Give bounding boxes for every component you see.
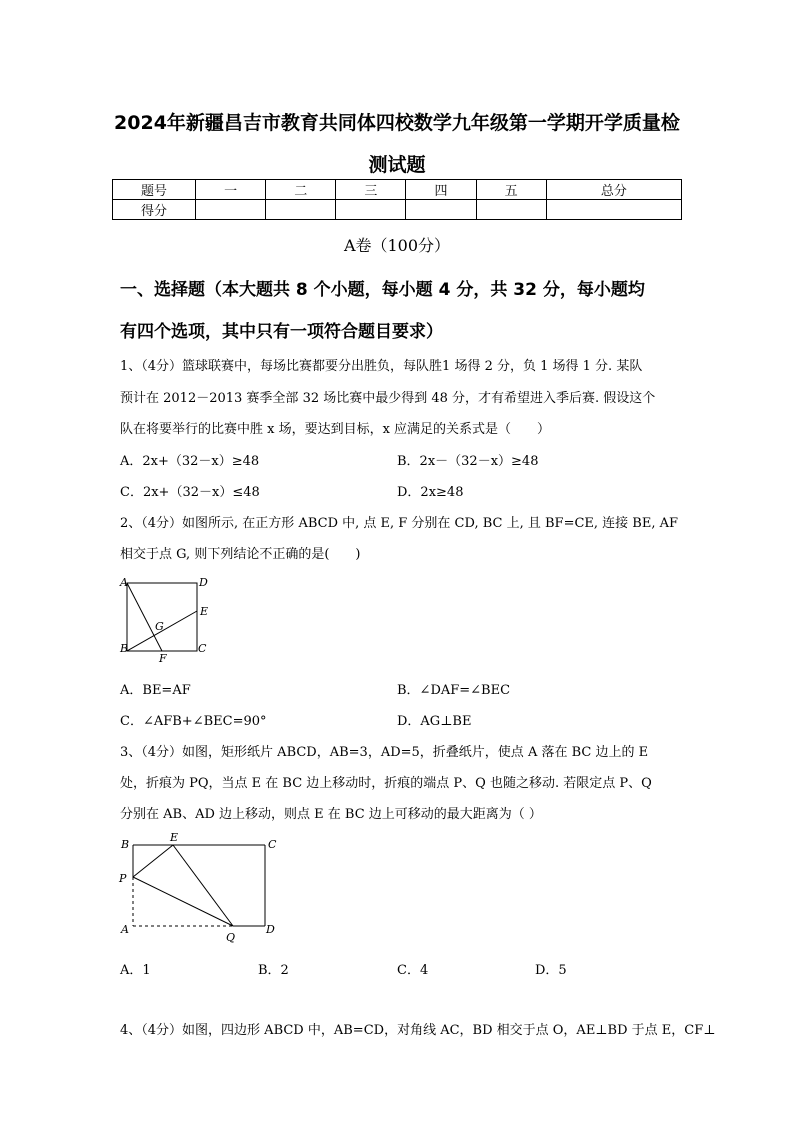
q3-line-3: 分别在 AB、AD 边上移动，则点 E 在 BC 边上可移动的最大距离为（ ） bbox=[120, 807, 542, 822]
label-d: D bbox=[199, 576, 208, 589]
q3-line-2: 处，折痕为 PQ，当点 E 在 BC 边上移动时，折痕的端点 P、Q 也随之移动. 若限定点 P、Q bbox=[120, 776, 652, 791]
score-header-cell: 四 bbox=[406, 180, 476, 200]
q1-option-a: A．2x+（32－x）≥48 bbox=[120, 454, 260, 469]
q4-line-1: 4、（4分）如图，四边形 ABCD 中，AB=CD，对角线 AC，BD 相交于点 O，AE⊥BD 于点 E，CF⊥ bbox=[120, 1023, 716, 1038]
score-header-cell: 五 bbox=[476, 180, 546, 200]
score-header-cell: 题号 bbox=[113, 180, 196, 200]
section-1-heading-line-2: 有四个选项，其中只有一项符合题目要求） bbox=[120, 322, 443, 342]
score-header-cell: 总分 bbox=[546, 180, 681, 200]
label-c: C bbox=[268, 838, 277, 851]
label-b: B bbox=[120, 642, 129, 655]
title-line-1: 2024年新疆昌吉市教育共同体四校数学九年级第一学期开学质量检 bbox=[114, 112, 680, 134]
q3-option-d: D．5 bbox=[535, 963, 567, 978]
label-e: E bbox=[170, 831, 179, 844]
score-table-header-row bbox=[113, 180, 682, 200]
score-cell bbox=[266, 200, 336, 220]
score-header-cell: 三 bbox=[336, 180, 406, 200]
q1-option-b: B．2x－（32－x）≥48 bbox=[397, 454, 539, 469]
q2-option-b: B．∠DAF=∠BEC bbox=[397, 683, 511, 698]
q2-option-d: D．AG⊥BE bbox=[397, 714, 472, 729]
q3-option-c: C．4 bbox=[397, 963, 429, 978]
q2-option-c: C．∠AFB+∠BEC=90° bbox=[120, 714, 267, 729]
label-g: G bbox=[155, 620, 164, 633]
score-header-cell: 二 bbox=[266, 180, 336, 200]
score-cell bbox=[406, 200, 476, 220]
title-line-2: 测试题 bbox=[368, 154, 426, 176]
label-p: P bbox=[119, 872, 127, 885]
q3-line-1: 3、（4分）如图，矩形纸片 ABCD，AB=3，AD=5，折叠纸片，使点 A 落在 BC 边上的 E bbox=[120, 745, 649, 760]
score-table-score-row bbox=[113, 200, 682, 220]
label-b: B bbox=[121, 838, 130, 851]
label-e: E bbox=[200, 605, 209, 618]
segment-pe bbox=[133, 845, 173, 877]
score-cell bbox=[336, 200, 406, 220]
label-a: A bbox=[120, 576, 128, 589]
segment-pq bbox=[133, 877, 233, 926]
q2-line-2: 相交于点 G, 则下列结论不正确的是( ) bbox=[120, 547, 361, 562]
label-q: Q bbox=[226, 931, 236, 944]
label-a: A bbox=[121, 923, 129, 936]
q2-square-figure bbox=[115, 574, 215, 666]
label-d: D bbox=[266, 923, 275, 936]
label-f: F bbox=[159, 652, 167, 665]
q1-option-d: D．2x≥48 bbox=[397, 485, 464, 500]
score-table bbox=[112, 179, 682, 220]
score-cell bbox=[546, 200, 681, 220]
q1-option-c: C．2x+（32－x）≤48 bbox=[120, 485, 260, 500]
segment-eq bbox=[173, 845, 233, 926]
q3-rectangle-figure bbox=[115, 830, 285, 946]
q1-line-2: 预计在 2012－2013 赛季全部 32 场比赛中最少得到 48 分，才有希望进入季后赛. 假设这个 bbox=[120, 391, 656, 406]
q3-option-b: B．2 bbox=[258, 963, 289, 978]
score-header-cell: 一 bbox=[196, 180, 266, 200]
score-row-label: 得分 bbox=[113, 200, 196, 220]
q3-option-a: A．1 bbox=[120, 963, 151, 978]
q2-option-a: A．BE=AF bbox=[120, 683, 191, 698]
label-c: C bbox=[198, 642, 207, 655]
volume-title: A卷（100分） bbox=[343, 236, 451, 255]
section-1-heading-line-1: 一、选择题（本大题共 8 个小题，每小题 4 分，共 32 分，每小题均 bbox=[120, 280, 645, 300]
q1-line-1: 1、（4分）篮球联赛中，每场比赛都要分出胜负，每队胜1 场得 2 分，负 1 场得 1 分. 某队 bbox=[120, 359, 643, 374]
score-cell bbox=[196, 200, 266, 220]
q2-line-1: 2、（4分）如图所示, 在正方形 ABCD 中, 点 E, F 分别在 CD, BC 上, 且 BF=CE, 连接 BE, AF bbox=[120, 516, 679, 531]
score-cell bbox=[476, 200, 546, 220]
q1-line-3: 队在将要举行的比赛中胜 x 场，要达到目标，x 应满足的关系式是（ ） bbox=[120, 422, 551, 437]
